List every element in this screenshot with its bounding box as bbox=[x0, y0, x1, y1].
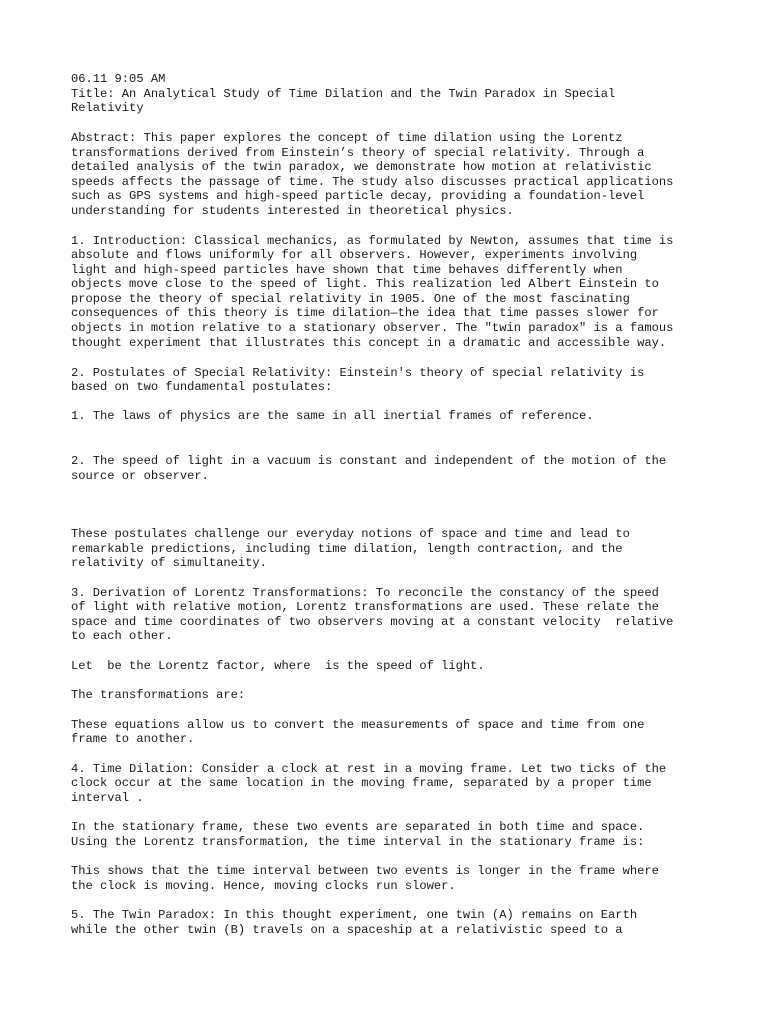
postulates-summary-line: remarkable predictions, including time dilation, length contraction, and the bbox=[71, 542, 623, 556]
stationary-frame-line: In the stationary frame, these two events are separated in both time and space. bbox=[71, 820, 645, 834]
time-dilation-line: interval . bbox=[71, 791, 144, 805]
title-line: Relativity bbox=[71, 101, 144, 115]
time-dilation-line: 4. Time Dilation: Consider a clock at rest in a moving frame. Let two ticks of the bbox=[71, 762, 667, 776]
introduction-line: 1. Introduction: Classical mechanics, as formulated by Newton, assumes that time is bbox=[71, 234, 674, 248]
twin-paradox-line: 5. The Twin Paradox: In this thought experiment, one twin (A) remains on Earth bbox=[71, 908, 638, 922]
abstract-line: speeds affects the passage of time. The study also discusses practical applications bbox=[71, 175, 674, 189]
abstract-line: understanding for students interested in theoretical physics. bbox=[71, 204, 514, 218]
introduction-line: thought experiment that illustrates this concept in a dramatic and accessible way. bbox=[71, 336, 667, 350]
postulates-summary-line: relativity of simultaneity. bbox=[71, 556, 267, 570]
abstract-line: detailed analysis of the twin paradox, we demonstrate how motion at relativistic bbox=[71, 160, 652, 174]
twin-paradox-line: while the other twin (B) travels on a spaceship at a relativistic speed to a bbox=[71, 923, 623, 937]
postulate-two-line: 2. The speed of light in a vacuum is constant and independent of the motion of the bbox=[71, 454, 667, 468]
postulates-heading-line: 2. Postulates of Special Relativity: Einstein's theory of special relativity is bbox=[71, 366, 645, 380]
equations-note-line: These equations allow us to convert the measurements of space and time from one bbox=[71, 718, 645, 732]
transformations-line: The transformations are: bbox=[71, 688, 246, 702]
abstract-line: such as GPS systems and high-speed particle decay, providing a foundation-level bbox=[71, 189, 645, 203]
postulate-two-line: source or observer. bbox=[71, 469, 209, 483]
stationary-frame-line: Using the Lorentz transformation, the time interval in the stationary frame is: bbox=[71, 835, 645, 849]
lorentz-derivation-line: 3. Derivation of Lorentz Transformations: To reconcile the constancy of the speed bbox=[71, 586, 659, 600]
introduction-line: objects move close to the speed of light. This realization led Albert Einstein to bbox=[71, 277, 659, 291]
title-line: Title: An Analytical Study of Time Dilation and the Twin Paradox in Special bbox=[71, 87, 616, 101]
introduction-line: light and high-speed particles have shown that time behaves differently when bbox=[71, 263, 623, 277]
postulates-heading-line: based on two fundamental postulates: bbox=[71, 380, 333, 394]
postulate-one: 1. The laws of physics are the same in all inertial frames of reference. bbox=[71, 409, 594, 423]
abstract-line: Abstract: This paper explores the concept of time dilation using the Lorentz bbox=[71, 131, 623, 145]
introduction-line: objects in motion relative to a stationary observer. The "twin paradox" is a famous bbox=[71, 321, 674, 335]
lorentz-derivation-line: to each other. bbox=[71, 629, 173, 643]
introduction-line: propose the theory of special relativity in 1905. One of the most fascinating bbox=[71, 292, 630, 306]
conclusion-line: the clock is moving. Hence, moving clocks run slower. bbox=[71, 879, 456, 893]
postulates-summary-line: These postulates challenge our everyday notions of space and time and lead to bbox=[71, 527, 630, 541]
timestamp: 06.11 9:05 AM bbox=[71, 72, 166, 86]
introduction-line: absolute and flows uniformly for all observers. However, experiments involving bbox=[71, 248, 638, 262]
lorentz-derivation-line: space and time coordinates of two observers moving at a constant velocity relative bbox=[71, 615, 674, 629]
conclusion-line: This shows that the time interval between two events is longer in the frame where bbox=[71, 864, 659, 878]
time-dilation-line: clock occur at the same location in the moving frame, separated by a proper time bbox=[71, 776, 652, 790]
lorentz-factor-line: Let be the Lorentz factor, where is the speed of light. bbox=[71, 659, 485, 673]
lorentz-derivation-line: of light with relative motion, Lorentz transformations are used. These relate the bbox=[71, 600, 659, 614]
introduction-line: consequences of this theory is time dilation—the idea that time passes slower for bbox=[71, 306, 659, 320]
equations-note-line: frame to another. bbox=[71, 732, 195, 746]
abstract-line: transformations derived from Einstein’s theory of special relativity. Through a bbox=[71, 146, 645, 160]
